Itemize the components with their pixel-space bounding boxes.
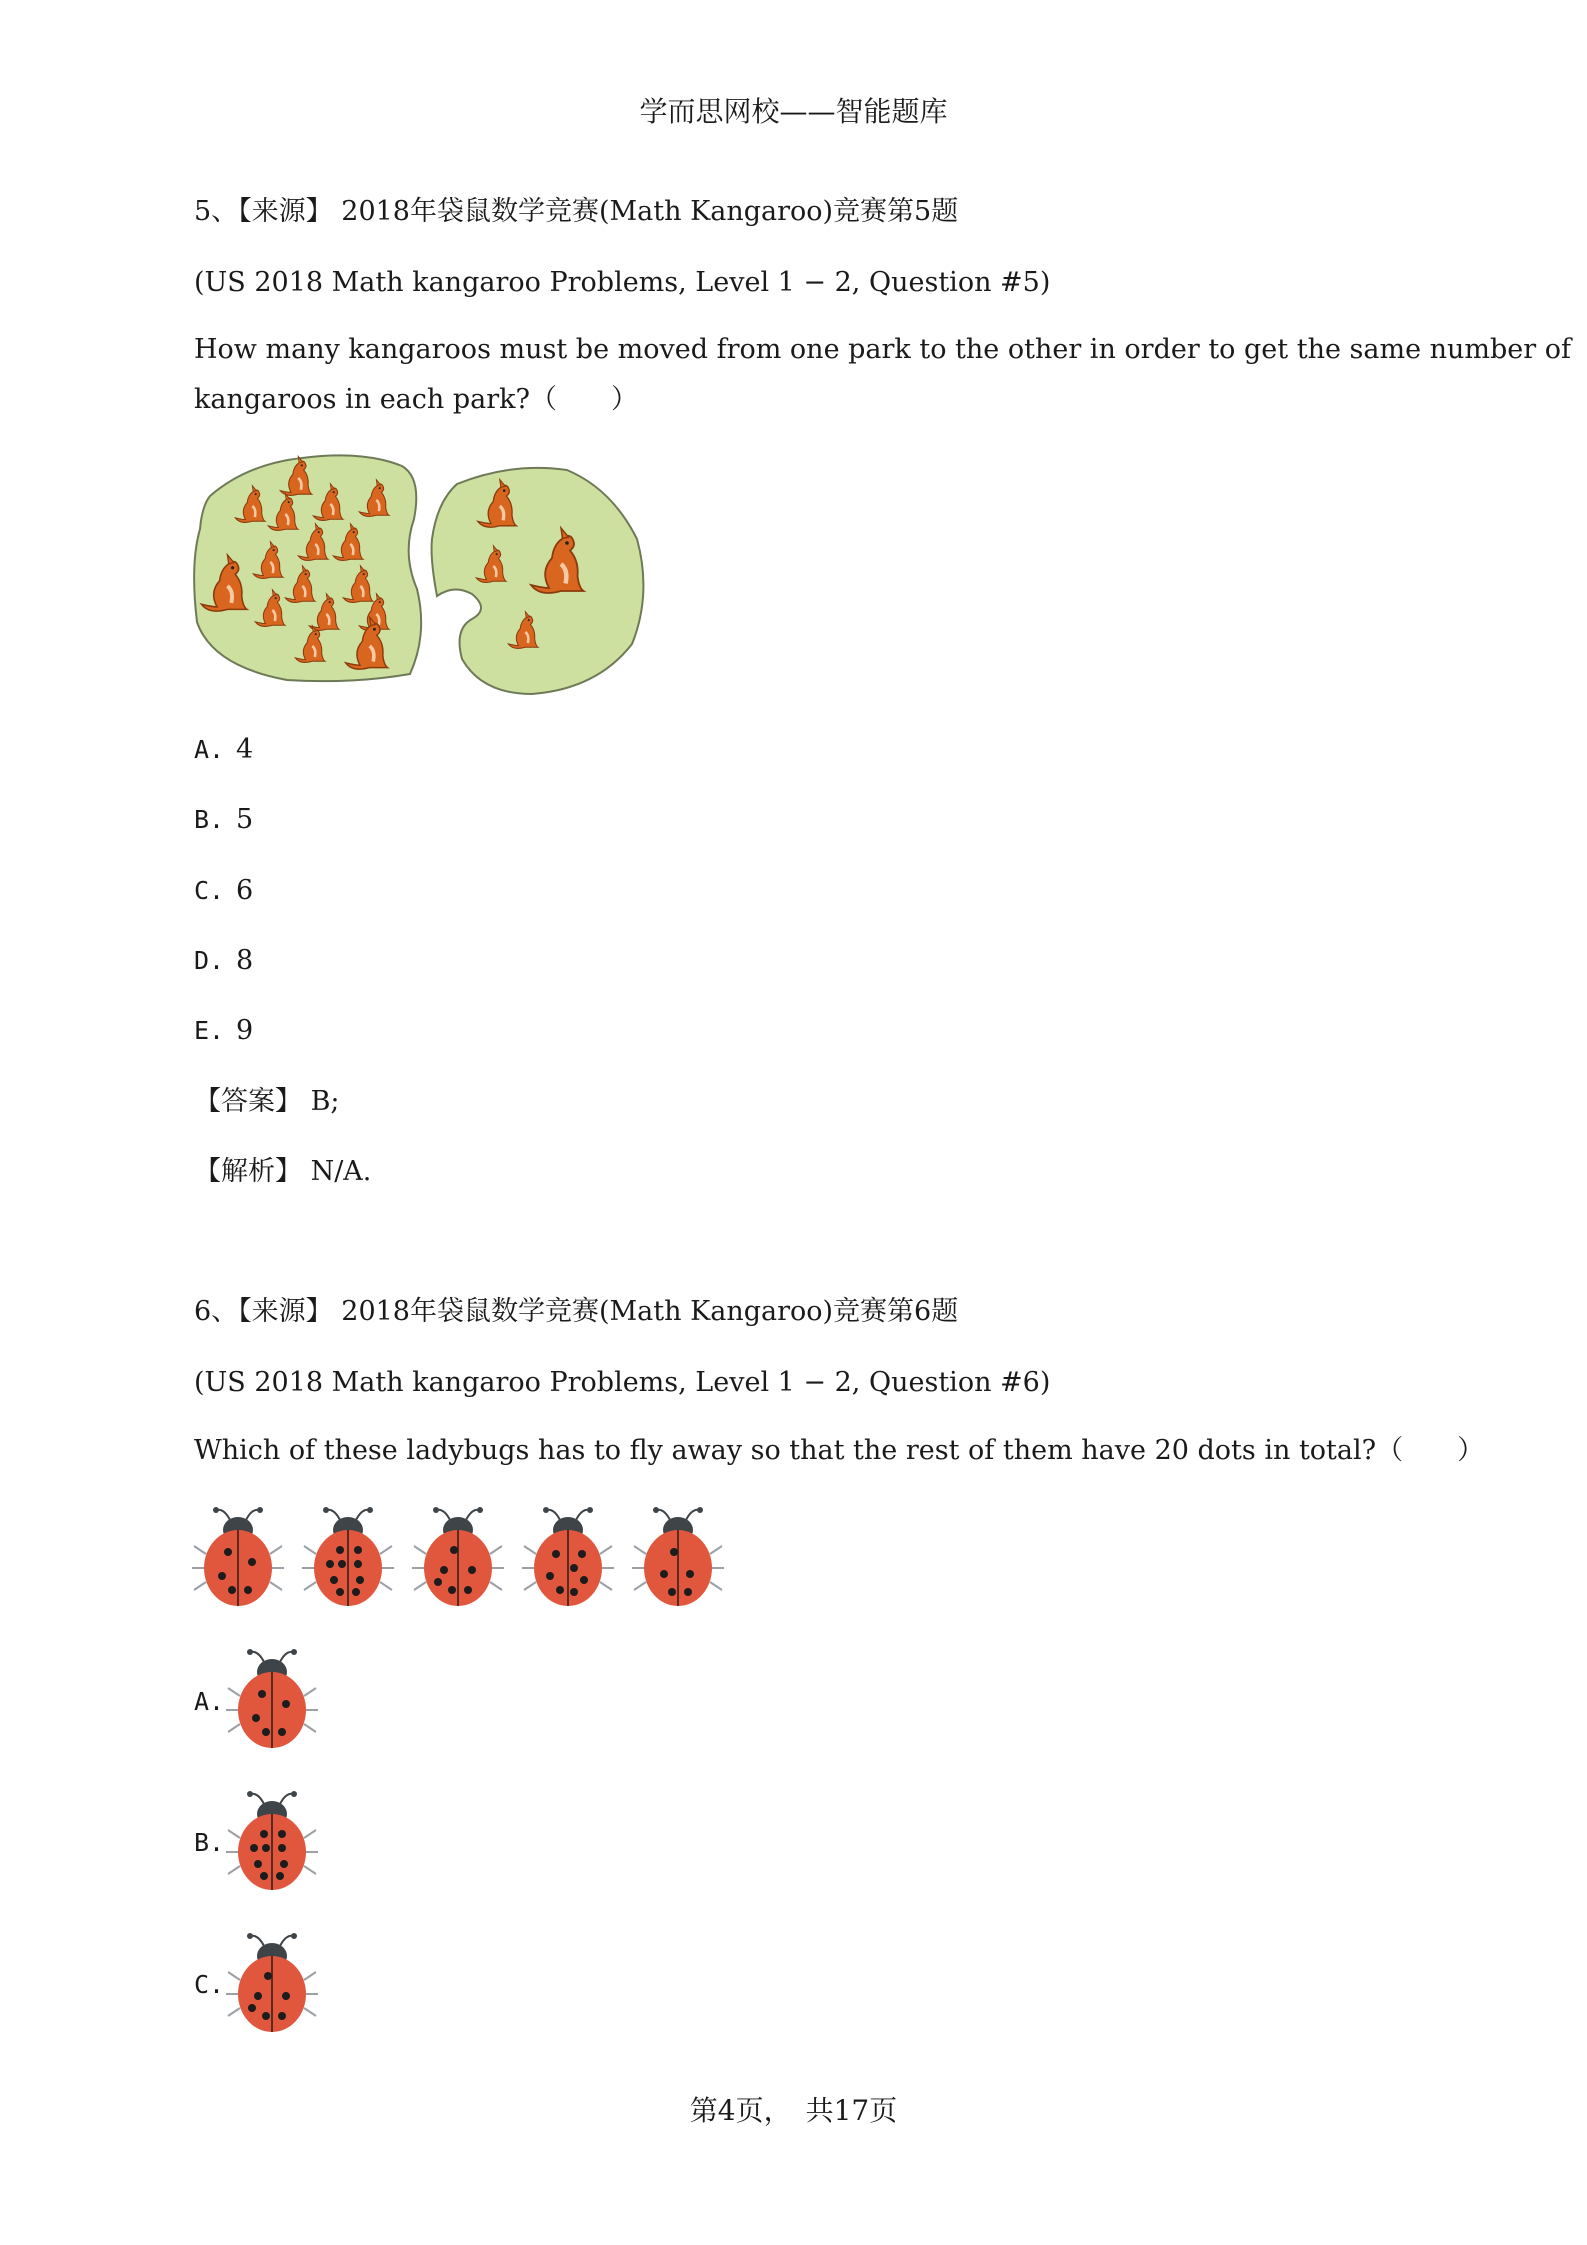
question-5-title: 5、【来源】 2018年袋鼠数学竞赛(Math Kangaroo)竞赛第5题 (194, 196, 959, 227)
question-5-text-line1: How many kangaroos must be moved from one park to the other in order to get the same number of (194, 334, 1572, 365)
ladybugs-row-figure (190, 1500, 730, 1620)
ladybug-4 (522, 1507, 614, 1606)
option-b-ladybug[interactable] (222, 1782, 322, 1902)
option-value: 5 (236, 804, 254, 835)
question-5-source: (US 2018 Math kangaroo Problems, Level 1 − 2, Question #5) (194, 267, 1051, 298)
option-value: 4 (236, 734, 254, 765)
option-a-ladybug[interactable] (222, 1640, 322, 1760)
option-a-label[interactable]: A. (194, 1687, 225, 1716)
option-c[interactable] (194, 877, 253, 904)
page-footer: 第4页， 共17页 (689, 2094, 898, 2127)
kangaroo-parks-figure (192, 444, 652, 698)
option-b[interactable] (194, 806, 253, 833)
option-a[interactable] (194, 736, 253, 763)
analysis-line: 【解析】 N/A. (194, 1156, 372, 1187)
ladybug-1 (192, 1507, 284, 1606)
answer-line: 【答案】 B; (194, 1086, 340, 1117)
ladybug-5 (632, 1507, 724, 1606)
option-value: 8 (236, 945, 254, 976)
option-b-label[interactable]: B. (194, 1828, 225, 1857)
option-value: 9 (236, 1015, 254, 1046)
option-value: 6 (236, 875, 254, 906)
ladybug-3 (412, 1507, 504, 1606)
option-letter: A. (194, 735, 225, 764)
question-6-source: (US 2018 Math kangaroo Problems, Level 1 − 2, Question #6) (194, 1367, 1051, 1398)
option-letter: E. (194, 1016, 225, 1045)
option-e[interactable] (194, 1017, 253, 1044)
page-header: 学而思网校——智能题库 (639, 95, 948, 128)
option-letter: D. (194, 946, 225, 975)
option-d[interactable] (194, 947, 253, 974)
option-letter: C. (194, 876, 225, 905)
option-letter: B. (194, 805, 225, 834)
option-c-label[interactable]: C. (194, 1970, 225, 1999)
right-park (432, 468, 644, 694)
ladybug-2 (302, 1507, 394, 1606)
question-6-title: 6、【来源】 2018年袋鼠数学竞赛(Math Kangaroo)竞赛第6题 (194, 1296, 959, 1327)
question-6-text: Which of these ladybugs has to fly away so that the rest of them have 20 dots in total?（ ） (194, 1435, 1485, 1466)
option-c-ladybug[interactable] (222, 1924, 322, 2044)
question-5-text-line2: kangaroos in each park?（ ） (194, 384, 638, 415)
